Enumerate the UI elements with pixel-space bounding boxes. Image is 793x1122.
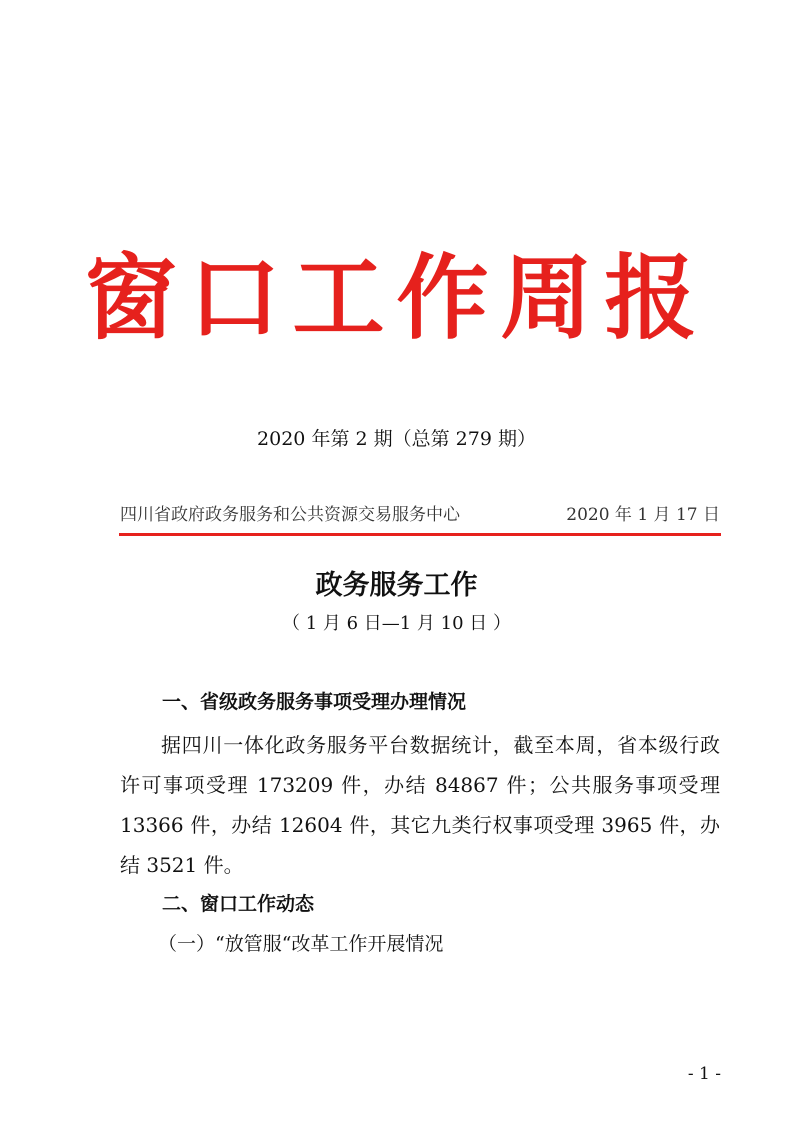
heading-window-dynamics: 二、窗口工作动态 xyxy=(162,893,315,915)
section-title: 政务服务工作 xyxy=(315,570,478,601)
issue-number: 2020 年第 2 期（总第 279 期） xyxy=(257,428,536,450)
masthead-title: 窗口工作周报 xyxy=(84,244,709,352)
publisher-name: 四川省政府政务服务和公共资源交易服务中心 xyxy=(120,505,460,525)
heading-provincial-services: 一、省级政务服务事项受理办理情况 xyxy=(162,691,467,713)
red-divider-rule xyxy=(119,533,721,536)
paragraph-statistics: 据四川一体化政务服务平台数据统计，截至本周，省本级行政许可事项受理 173209 件，办结 84867 件；公共服务事项受理 13366 件，办结 12604 件，其它九类行权事项受理 3965 件，办结 3521 件。 xyxy=(120,733,720,877)
reporting-period: （ 1 月 6 日—1 月 10 日 ） xyxy=(281,613,512,634)
page-number: - 1 - xyxy=(687,1064,721,1084)
subheading-reform: （一）“放管服“改革工作开展情况 xyxy=(158,933,444,955)
publish-date: 2020 年 1 月 17 日 xyxy=(566,505,720,525)
